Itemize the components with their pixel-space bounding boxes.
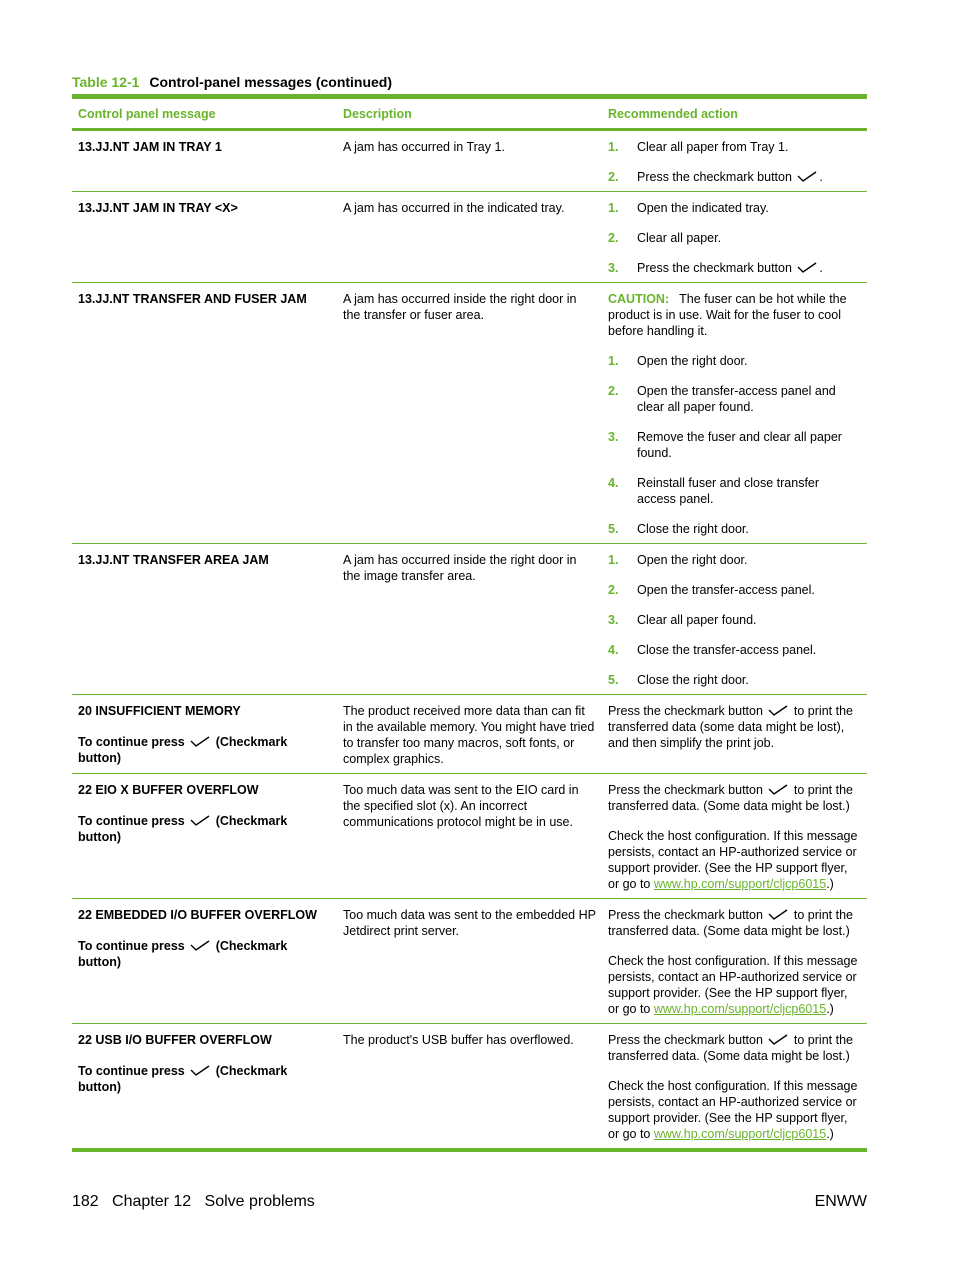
page-footer-left: 182 Chapter 12 Solve problems [72, 1193, 315, 1210]
action-text-end: to print the transferred data. (Some data might be lost.) [608, 783, 853, 813]
host-config-end: .) [826, 1002, 834, 1016]
action-cell [602, 1024, 867, 1151]
step-text: Reinstall fuser and close transfer access panel. [637, 476, 820, 506]
caution-note [608, 291, 861, 339]
host-config-text: Check the host configuration. If this message persists, contact an HP-authorized service or support provider. (See the HP support flyer, or go to [608, 954, 858, 1016]
host-config-end: .) [826, 877, 834, 891]
table-row [72, 192, 867, 283]
step-number: 4. [608, 476, 619, 490]
step-text: Close the right door. [637, 673, 749, 687]
checkmark-icon [190, 815, 210, 826]
step-number: 1. [608, 553, 619, 567]
header-control-panel-message: Control panel message [78, 107, 216, 121]
step-number: 3. [608, 613, 619, 627]
checkmark-icon [768, 909, 788, 920]
table-number: Table 12-1 [72, 74, 140, 90]
step-text: Open the indicated tray. [637, 201, 769, 215]
step-text: Clear all paper. [637, 231, 722, 245]
step-item [608, 429, 861, 461]
table-row [72, 1024, 867, 1151]
checkmark-icon [190, 736, 210, 747]
step-item [608, 672, 861, 688]
continue-instruction [78, 734, 331, 766]
step-text: Clear all paper from Tray 1. [637, 140, 789, 154]
step-item [608, 230, 861, 246]
table-row [72, 695, 867, 774]
continue-button-name: (Checkmark button) [78, 1064, 288, 1094]
action-text-end: to print the transferred data. (Some data might be lost.) [608, 1033, 853, 1063]
description-cell: The product received more data than can fit in the available memory. You might have tried to transfer too many macros, soft fonts, or complex graphics. [343, 704, 595, 766]
action-paragraph [608, 907, 861, 939]
description-cell: A jam has occurred in the indicated tray. [343, 201, 565, 215]
step-item [608, 139, 861, 155]
checkmark-icon [768, 784, 788, 795]
message-cell: 13.JJ.NT TRANSFER AND FUSER JAM [78, 292, 307, 306]
step-item [608, 475, 861, 507]
message-cell [72, 1024, 337, 1151]
step-number: 3. [608, 430, 619, 444]
step-item [608, 612, 861, 628]
description-cell: Too much data was sent to the embedded HP Jetdirect print server. [343, 908, 596, 938]
caution-label: CAUTION: [608, 292, 670, 306]
step-text [637, 169, 861, 185]
message-cell [72, 899, 337, 1024]
continue-button-name: (Checkmark button) [78, 939, 288, 969]
step-text: Open the right door. [637, 354, 748, 368]
message-title: 20 INSUFFICIENT MEMORY [78, 704, 241, 718]
step-text: Open the transfer-access panel. [637, 583, 815, 597]
host-config-text: Check the host configuration. If this message persists, contact an HP-authorized service or support provider. (See the HP support flyer, or go to [608, 829, 858, 891]
message-cell [72, 695, 337, 774]
action-cell [602, 544, 867, 695]
action-cell [602, 283, 867, 544]
step-text: Clear all paper found. [637, 613, 757, 627]
host-config-text: Check the host configuration. If this message persists, contact an HP-authorized service or support provider. (See the HP support flyer, or go to [608, 1079, 858, 1141]
action-text-end: to print the transferred data (some data might be lost), and then simplify the print job. [608, 704, 853, 750]
table-row [72, 774, 867, 899]
support-link[interactable]: www.hp.com/support/cljcp6015 [653, 877, 827, 891]
description-cell: A jam has occurred inside the right door in the image transfer area. [343, 553, 577, 583]
page-footer-right: ENWW [814, 1193, 867, 1210]
action-text-end: to print the transferred data. (Some data might be lost.) [608, 908, 853, 938]
description-cell: A jam has occurred in Tray 1. [343, 140, 505, 154]
action-text: Press the checkmark button [608, 1033, 763, 1047]
action-paragraph [608, 1032, 861, 1064]
header-description: Description [343, 107, 412, 121]
action-text: Press the checkmark button [608, 908, 763, 922]
table-row [72, 130, 867, 192]
host-config-paragraph [608, 1078, 861, 1142]
step-text: Remove the fuser and clear all paper found. [637, 430, 842, 460]
support-link[interactable]: www.hp.com/support/cljcp6015 [653, 1002, 827, 1016]
checkmark-icon [797, 262, 817, 273]
message-cell [72, 774, 337, 899]
action-cell [602, 899, 867, 1024]
step-number: 2. [608, 170, 619, 184]
description-cell: The product's USB buffer has overflowed. [343, 1033, 574, 1047]
step-number: 1. [608, 140, 619, 154]
step-item [608, 521, 861, 537]
step-item [608, 582, 861, 598]
message-cell: 13.JJ.NT TRANSFER AREA JAM [78, 553, 269, 567]
table-row [72, 283, 867, 544]
step-item [608, 642, 861, 658]
message-cell: 13.JJ.NT JAM IN TRAY <X> [78, 201, 238, 215]
step-text-end: . [819, 261, 823, 275]
header-recommended-action: Recommended action [608, 107, 738, 121]
message-cell: 13.JJ.NT JAM IN TRAY 1 [78, 140, 222, 154]
continue-text: To continue press [78, 814, 185, 828]
host-config-paragraph [608, 953, 861, 1017]
action-paragraph [608, 782, 861, 814]
description-cell: Too much data was sent to the EIO card in the specified slot (x). An incorrect communications protocol might be in use. [343, 783, 579, 829]
step-text: Open the transfer-access panel and clear all paper found. [637, 384, 836, 414]
step-number: 4. [608, 643, 619, 657]
message-title: 22 USB I/O BUFFER OVERFLOW [78, 1033, 272, 1047]
action-cell [602, 774, 867, 899]
control-panel-messages-table [72, 94, 867, 1152]
description-cell: A jam has occurred inside the right door in the transfer or fuser area. [343, 292, 577, 322]
action-text: Press the checkmark button [608, 704, 763, 718]
continue-instruction [78, 938, 331, 970]
step-item [608, 353, 861, 369]
checkmark-icon [768, 705, 788, 716]
message-title: 22 EIO X BUFFER OVERFLOW [78, 783, 259, 797]
continue-text: To continue press [78, 1064, 185, 1078]
step-number: 1. [608, 201, 619, 215]
step-item [608, 260, 861, 276]
step-number: 3. [608, 261, 619, 275]
step-number: 2. [608, 583, 619, 597]
action-cell [602, 130, 867, 192]
step-item [608, 383, 861, 415]
caution-text: The fuser can be hot while the product is in use. Wait for the fuser to cool before handling it. [608, 292, 847, 338]
checkmark-icon [768, 1034, 788, 1045]
table-title: Control-panel messages (continued) [149, 74, 393, 90]
step-number: 5. [608, 522, 619, 536]
table-header-row [72, 97, 867, 130]
step-number: 1. [608, 354, 619, 368]
step-text-part: Press the checkmark button [637, 261, 792, 275]
table-caption [72, 74, 392, 90]
continue-text: To continue press [78, 939, 185, 953]
table-row [72, 899, 867, 1024]
continue-button-name: (Checkmark button) [78, 814, 288, 844]
continue-instruction [78, 813, 331, 845]
step-item [608, 169, 861, 185]
step-text: Close the transfer-access panel. [637, 643, 817, 657]
checkmark-icon [190, 1065, 210, 1076]
step-item [608, 200, 861, 216]
action-cell [602, 192, 867, 283]
host-config-end: .) [826, 1127, 834, 1141]
message-title: 22 EMBEDDED I/O BUFFER OVERFLOW [78, 908, 317, 922]
step-text-end: . [819, 170, 823, 184]
continue-button-name: (Checkmark button) [78, 735, 288, 765]
checkmark-icon [797, 171, 817, 182]
step-text-part: Press the checkmark button [637, 170, 792, 184]
host-config-paragraph [608, 828, 861, 892]
action-paragraph [608, 703, 861, 751]
continue-instruction [78, 1063, 331, 1095]
step-number: 2. [608, 384, 619, 398]
step-text: Close the right door. [637, 522, 749, 536]
step-item [608, 552, 861, 568]
action-cell [602, 695, 867, 774]
continue-text: To continue press [78, 735, 185, 749]
action-text: Press the checkmark button [608, 783, 763, 797]
step-text: Open the right door. [637, 553, 748, 567]
checkmark-icon [190, 940, 210, 951]
step-number: 2. [608, 231, 619, 245]
table-row [72, 544, 867, 695]
step-text [637, 260, 861, 276]
support-link[interactable]: www.hp.com/support/cljcp6015 [653, 1127, 827, 1141]
step-number: 5. [608, 673, 619, 687]
